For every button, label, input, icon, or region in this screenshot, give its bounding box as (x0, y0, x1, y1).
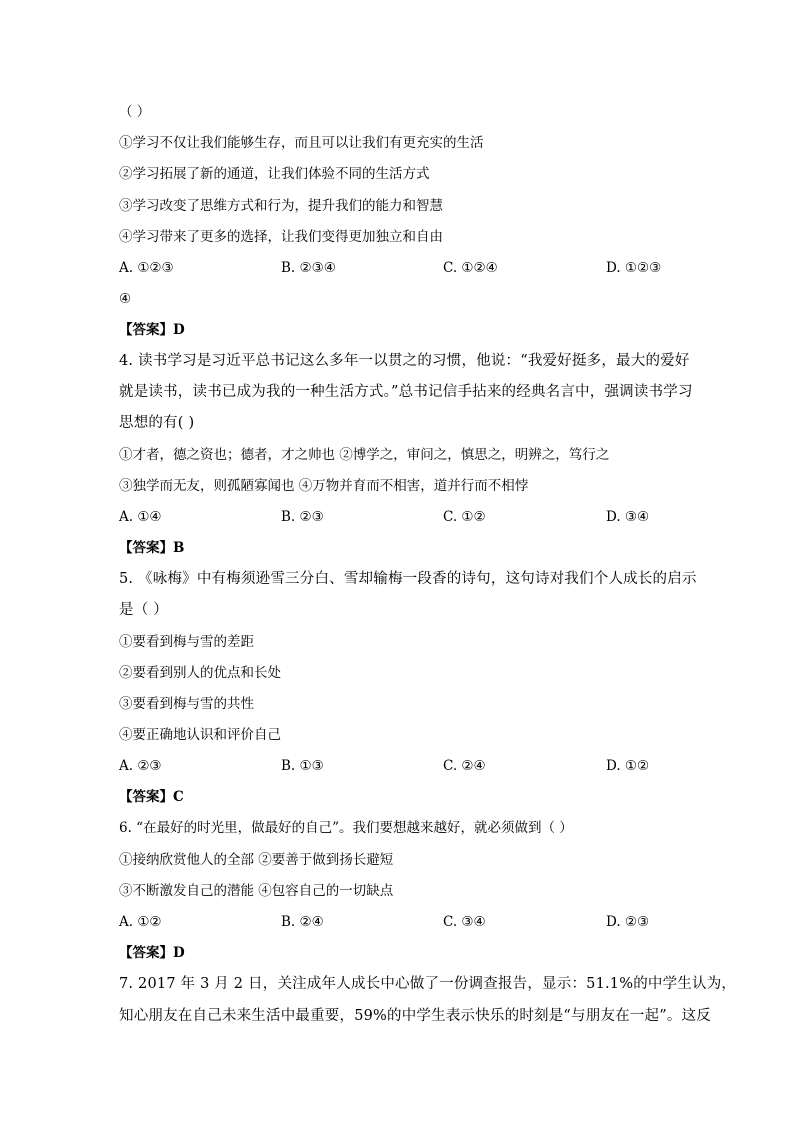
q4-option-a: A. ①④ (119, 509, 162, 525)
q5-item-4: ④要正确地认识和评价自己 (119, 727, 281, 743)
q6-option-c: C. ③④ (443, 914, 486, 930)
q6-stem: 6. “在最好的时光里，做最好的自己”。我们要想越来越好，就必须做到（ ） (119, 820, 573, 836)
q3-option-d: D. ①②③ (606, 260, 662, 276)
q5-stem-line-1: 5. 《咏梅》中有梅须逊雪三分白、雪却输梅一段香的诗句，这句诗对我们个人成长的启示 (119, 571, 697, 587)
q6-options (119, 913, 679, 931)
q4-option-b: B. ②③ (281, 509, 324, 525)
q6-option-a: A. ①② (119, 914, 162, 930)
q7-stem-line-1: 7. 2017 年 3 月 2 日，关注成年人成长中心做了一份调查报告，显示：51.1%的中学生认为， (119, 976, 737, 992)
q4-stem-line-1: 4. 读书学习是习近平总书记这么多年一以贯之的习惯，他说：“我爱好挺多，最大的爱好 (119, 353, 690, 369)
q6-items-line-2: ③不断激发自己的潜能 ④包容自己的一切缺点 (119, 883, 394, 899)
q3-item-2: ②学习拓展了新的通道，让我们体验不同的生活方式 (119, 166, 430, 182)
q4-items-line-1: ①才者，德之资也；德者，才之帅也 ②博学之，审问之，慎思之，明辨之，笃行之 (119, 447, 610, 463)
q6-answer: 【答案】D (119, 945, 185, 961)
q3-stem-tail: （ ） (119, 104, 151, 120)
q6-option-b: B. ②④ (281, 914, 324, 930)
q3-answer: 【答案】D (119, 322, 185, 338)
q5-option-d: D. ①② (606, 758, 650, 774)
q5-item-2: ②要看到别人的优点和长处 (119, 665, 281, 681)
q5-option-b: B. ①③ (281, 758, 324, 774)
q6-items-line-1: ①接纳欣赏他人的全部 ②要善于做到扬长避短 (119, 852, 394, 868)
q5-stem-line-2: 是（ ） (119, 602, 168, 618)
q3-item-4: ④学习带来了更多的选择，让我们变得更加独立和自由 (119, 229, 443, 245)
q4-answer: 【答案】B (119, 540, 185, 556)
q4-stem-line-2: 就是读书，读书已成为我的一种生活方式。”总书记信手拈来的经典名言中，强调读书学习 (119, 384, 693, 400)
q6-option-d: D. ②③ (606, 914, 650, 930)
q5-item-1: ①要看到梅与雪的差距 (119, 634, 254, 650)
q5-item-3: ③要看到梅与雪的共性 (119, 696, 254, 712)
q3-option-b: B. ②③④ (281, 260, 336, 276)
q4-option-d: D. ③④ (606, 509, 650, 525)
q4-options (119, 508, 679, 526)
q4-items-line-2: ③独学而无友，则孤陋寡闻也 ④万物并育而不相害，道并行而不相悖 (119, 478, 529, 494)
q5-options (119, 757, 679, 775)
q3-option-c: C. ①②④ (443, 260, 498, 276)
q4-option-c: C. ①② (443, 509, 486, 525)
q7-stem-line-2: 知心朋友在自己未来生活中最重要，59%的中学生表示快乐的时刻是“与朋友在一起”。这反 (119, 1008, 711, 1024)
q4-stem-line-3: 思想的有( ) (119, 415, 195, 431)
q3-options (119, 259, 679, 277)
q3-item-1: ①学习不仅让我们能够生存，而且可以让我们有更充实的生活 (119, 135, 484, 151)
q3-option-d-wrap: ④ (119, 291, 132, 307)
q3-option-a: A. ①②③ (119, 260, 174, 276)
q3-item-3: ③学习改变了思维方式和行为，提升我们的能力和智慧 (119, 198, 443, 214)
q5-option-a: A. ②③ (119, 758, 162, 774)
q5-answer: 【答案】C (119, 789, 184, 805)
q5-option-c: C. ②④ (443, 758, 486, 774)
